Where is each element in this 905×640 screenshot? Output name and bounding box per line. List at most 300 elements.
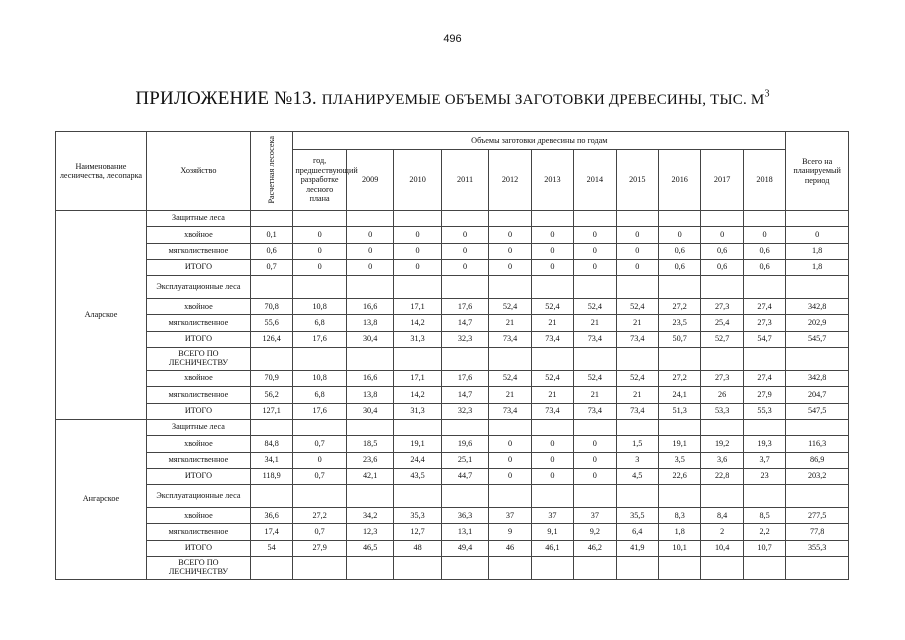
value-cell: 1,8 bbox=[786, 259, 849, 275]
value-cell: 0 bbox=[574, 468, 616, 484]
value-cell bbox=[658, 419, 700, 435]
value-cell: 0 bbox=[394, 227, 441, 243]
value-cell: 2 bbox=[701, 524, 743, 540]
value-cell bbox=[701, 485, 743, 508]
value-cell: 0 bbox=[531, 452, 573, 468]
value-cell bbox=[786, 211, 849, 227]
header-year: 2013 bbox=[531, 150, 573, 211]
value-cell: 0,6 bbox=[658, 259, 700, 275]
value-cell: 70,9 bbox=[250, 371, 292, 387]
row-label: мягколиственное bbox=[146, 315, 250, 331]
value-cell bbox=[786, 557, 849, 580]
value-cell bbox=[658, 211, 700, 227]
value-cell bbox=[394, 419, 441, 435]
value-cell: 6,4 bbox=[616, 524, 658, 540]
value-cell: 27,3 bbox=[701, 299, 743, 315]
value-cell: 0 bbox=[786, 227, 849, 243]
value-cell bbox=[701, 348, 743, 371]
table-row bbox=[56, 540, 849, 556]
value-cell: 0 bbox=[489, 227, 531, 243]
value-cell: 24,4 bbox=[394, 452, 441, 468]
value-cell bbox=[489, 419, 531, 435]
row-label: хвойное bbox=[146, 371, 250, 387]
value-cell: 4,5 bbox=[616, 468, 658, 484]
value-cell bbox=[574, 276, 616, 299]
value-cell: 34,2 bbox=[346, 508, 393, 524]
value-cell bbox=[574, 348, 616, 371]
value-cell bbox=[743, 348, 785, 371]
value-cell: 27,3 bbox=[701, 371, 743, 387]
value-cell: 204,7 bbox=[786, 387, 849, 403]
value-cell bbox=[658, 557, 700, 580]
value-cell bbox=[441, 485, 488, 508]
value-cell: 13,8 bbox=[346, 315, 393, 331]
value-cell: 24,1 bbox=[658, 387, 700, 403]
value-cell: 36,6 bbox=[250, 508, 292, 524]
value-cell bbox=[441, 211, 488, 227]
value-cell: 46,1 bbox=[531, 540, 573, 556]
table-row bbox=[56, 299, 849, 315]
value-cell bbox=[743, 557, 785, 580]
value-cell: 3,5 bbox=[658, 452, 700, 468]
row-label: ИТОГО bbox=[146, 403, 250, 419]
value-cell: 8,5 bbox=[743, 508, 785, 524]
value-cell bbox=[616, 276, 658, 299]
value-cell: 19,1 bbox=[394, 436, 441, 452]
value-cell: 37 bbox=[574, 508, 616, 524]
value-cell: 355,3 bbox=[786, 540, 849, 556]
value-cell: 0 bbox=[574, 243, 616, 259]
value-cell: 32,3 bbox=[441, 331, 488, 347]
value-cell: 19,1 bbox=[658, 436, 700, 452]
row-label: мягколиственное bbox=[146, 387, 250, 403]
value-cell: 547,5 bbox=[786, 403, 849, 419]
value-cell bbox=[574, 485, 616, 508]
value-cell: 46,2 bbox=[574, 540, 616, 556]
value-cell: 73,4 bbox=[531, 331, 573, 347]
value-cell bbox=[346, 211, 393, 227]
header-cutting-area-text: Расчетная лесосека bbox=[266, 136, 276, 204]
value-cell: 0,6 bbox=[658, 243, 700, 259]
value-cell: 12,7 bbox=[394, 524, 441, 540]
value-cell: 0 bbox=[441, 259, 488, 275]
value-cell: 0 bbox=[394, 259, 441, 275]
value-cell bbox=[250, 485, 292, 508]
value-cell: 37 bbox=[489, 508, 531, 524]
value-cell: 0 bbox=[531, 436, 573, 452]
value-cell: 0,7 bbox=[293, 468, 347, 484]
value-cell bbox=[786, 419, 849, 435]
value-cell: 21 bbox=[574, 315, 616, 331]
value-cell: 77,8 bbox=[786, 524, 849, 540]
value-cell: 73,4 bbox=[531, 403, 573, 419]
row-label: мягколиственное bbox=[146, 243, 250, 259]
value-cell: 0 bbox=[489, 468, 531, 484]
value-cell: 3,6 bbox=[701, 452, 743, 468]
header-total: Всего на планируемый период bbox=[786, 132, 849, 211]
value-cell bbox=[293, 419, 347, 435]
value-cell: 17,4 bbox=[250, 524, 292, 540]
value-cell: 52,4 bbox=[489, 299, 531, 315]
value-cell bbox=[658, 348, 700, 371]
table-row bbox=[56, 557, 849, 580]
value-cell bbox=[658, 485, 700, 508]
table-row bbox=[56, 485, 849, 508]
value-cell: 8,3 bbox=[658, 508, 700, 524]
value-cell: 48 bbox=[394, 540, 441, 556]
value-cell: 17,1 bbox=[394, 299, 441, 315]
value-cell: 10,4 bbox=[701, 540, 743, 556]
value-cell: 34,1 bbox=[250, 452, 292, 468]
value-cell: 0 bbox=[531, 227, 573, 243]
value-cell: 0 bbox=[293, 243, 347, 259]
header-year: 2014 bbox=[574, 150, 616, 211]
value-cell: 21 bbox=[531, 315, 573, 331]
value-cell bbox=[293, 485, 347, 508]
value-cell: 30,4 bbox=[346, 403, 393, 419]
row-label: ИТОГО bbox=[146, 468, 250, 484]
table-row bbox=[56, 508, 849, 524]
value-cell: 25,4 bbox=[701, 315, 743, 331]
value-cell: 52,4 bbox=[574, 371, 616, 387]
value-cell bbox=[531, 557, 573, 580]
value-cell: 342,8 bbox=[786, 371, 849, 387]
row-label: Защитные леса bbox=[146, 211, 250, 227]
value-cell: 54 bbox=[250, 540, 292, 556]
row-label: Защитные леса bbox=[146, 419, 250, 435]
table-row bbox=[56, 331, 849, 347]
value-cell: 0 bbox=[574, 259, 616, 275]
value-cell: 203,2 bbox=[786, 468, 849, 484]
value-cell: 0,6 bbox=[743, 259, 785, 275]
value-cell: 277,5 bbox=[786, 508, 849, 524]
header-year: 2011 bbox=[441, 150, 488, 211]
value-cell: 70,8 bbox=[250, 299, 292, 315]
table-row bbox=[56, 276, 849, 299]
value-cell: 21 bbox=[489, 315, 531, 331]
value-cell: 0 bbox=[489, 452, 531, 468]
value-cell bbox=[394, 348, 441, 371]
value-cell: 35,5 bbox=[616, 508, 658, 524]
value-cell: 17,6 bbox=[441, 371, 488, 387]
value-cell: 49,4 bbox=[441, 540, 488, 556]
value-cell: 0 bbox=[489, 436, 531, 452]
row-label: хвойное bbox=[146, 508, 250, 524]
value-cell: 73,4 bbox=[574, 403, 616, 419]
value-cell: 25,1 bbox=[441, 452, 488, 468]
value-cell: 86,9 bbox=[786, 452, 849, 468]
value-cell: 342,8 bbox=[786, 299, 849, 315]
title-lead: ПРИЛОЖЕНИЕ №13. bbox=[135, 88, 317, 109]
value-cell: 0 bbox=[489, 259, 531, 275]
value-cell: 27,4 bbox=[743, 371, 785, 387]
value-cell: 0 bbox=[743, 227, 785, 243]
value-cell: 0 bbox=[574, 452, 616, 468]
value-cell: 0,6 bbox=[250, 243, 292, 259]
table-row bbox=[56, 419, 849, 435]
value-cell bbox=[250, 419, 292, 435]
value-cell: 52,4 bbox=[616, 299, 658, 315]
value-cell: 17,6 bbox=[441, 299, 488, 315]
value-cell bbox=[489, 276, 531, 299]
value-cell: 52,4 bbox=[574, 299, 616, 315]
value-cell: 0,7 bbox=[293, 524, 347, 540]
value-cell: 84,8 bbox=[250, 436, 292, 452]
row-label: хвойное bbox=[146, 299, 250, 315]
value-cell: 30,4 bbox=[346, 331, 393, 347]
value-cell: 23,5 bbox=[658, 315, 700, 331]
value-cell: 22,6 bbox=[658, 468, 700, 484]
table-row bbox=[56, 524, 849, 540]
value-cell bbox=[531, 419, 573, 435]
value-cell bbox=[441, 419, 488, 435]
value-cell: 27,2 bbox=[658, 299, 700, 315]
value-cell: 118,9 bbox=[250, 468, 292, 484]
page-number: 496 bbox=[443, 33, 462, 45]
value-cell: 27,2 bbox=[658, 371, 700, 387]
value-cell: 17,6 bbox=[293, 403, 347, 419]
value-cell: 73,4 bbox=[574, 331, 616, 347]
value-cell: 1,5 bbox=[616, 436, 658, 452]
value-cell: 3 bbox=[616, 452, 658, 468]
title-superscript: 3 bbox=[764, 88, 770, 100]
value-cell bbox=[743, 485, 785, 508]
value-cell: 52,7 bbox=[701, 331, 743, 347]
value-cell bbox=[786, 276, 849, 299]
header-year: 2009 bbox=[346, 150, 393, 211]
value-cell: 17,1 bbox=[394, 371, 441, 387]
value-cell: 43,5 bbox=[394, 468, 441, 484]
value-cell: 0,6 bbox=[701, 243, 743, 259]
value-cell: 50,7 bbox=[658, 331, 700, 347]
value-cell bbox=[293, 211, 347, 227]
value-cell: 21 bbox=[531, 387, 573, 403]
value-cell: 0,7 bbox=[250, 259, 292, 275]
value-cell: 42,1 bbox=[346, 468, 393, 484]
header-year: 2012 bbox=[489, 150, 531, 211]
forestry-name: Ангарское bbox=[56, 419, 147, 579]
value-cell bbox=[701, 557, 743, 580]
value-cell: 9,2 bbox=[574, 524, 616, 540]
header-year: 2010 bbox=[394, 150, 441, 211]
value-cell: 31,3 bbox=[394, 331, 441, 347]
value-cell: 73,4 bbox=[616, 403, 658, 419]
value-cell: 0 bbox=[701, 227, 743, 243]
value-cell: 73,4 bbox=[616, 331, 658, 347]
header-volumes-by-year: Объемы заготовки древесины по годам bbox=[293, 132, 786, 150]
value-cell bbox=[293, 276, 347, 299]
value-cell: 6,8 bbox=[293, 387, 347, 403]
row-label: хвойное bbox=[146, 436, 250, 452]
value-cell: 22,8 bbox=[701, 468, 743, 484]
value-cell bbox=[346, 485, 393, 508]
value-cell bbox=[743, 276, 785, 299]
value-cell: 36,3 bbox=[441, 508, 488, 524]
value-cell: 126,4 bbox=[250, 331, 292, 347]
value-cell: 0,7 bbox=[293, 436, 347, 452]
table-row bbox=[56, 403, 849, 419]
value-cell: 46 bbox=[489, 540, 531, 556]
value-cell: 37 bbox=[531, 508, 573, 524]
value-cell bbox=[531, 276, 573, 299]
value-cell: 19,2 bbox=[701, 436, 743, 452]
value-cell: 14,7 bbox=[441, 315, 488, 331]
value-cell bbox=[786, 348, 849, 371]
value-cell: 31,3 bbox=[394, 403, 441, 419]
row-label: хвойное bbox=[146, 227, 250, 243]
value-cell: 3,7 bbox=[743, 452, 785, 468]
value-cell bbox=[786, 485, 849, 508]
value-cell bbox=[616, 557, 658, 580]
value-cell: 27,9 bbox=[743, 387, 785, 403]
value-cell: 1,8 bbox=[786, 243, 849, 259]
header-cutting-area bbox=[250, 132, 292, 211]
value-cell: 21 bbox=[616, 387, 658, 403]
value-cell: 32,3 bbox=[441, 403, 488, 419]
value-cell: 0 bbox=[346, 227, 393, 243]
value-cell bbox=[346, 348, 393, 371]
value-cell bbox=[346, 419, 393, 435]
value-cell: 0 bbox=[616, 259, 658, 275]
value-cell: 54,7 bbox=[743, 331, 785, 347]
value-cell bbox=[701, 211, 743, 227]
value-cell bbox=[531, 485, 573, 508]
value-cell bbox=[489, 348, 531, 371]
value-cell: 8,4 bbox=[701, 508, 743, 524]
value-cell: 23,6 bbox=[346, 452, 393, 468]
value-cell: 0 bbox=[531, 468, 573, 484]
value-cell: 18,5 bbox=[346, 436, 393, 452]
value-cell: 51,3 bbox=[658, 403, 700, 419]
row-label: Эксплуатационные леса bbox=[146, 276, 250, 299]
value-cell bbox=[441, 276, 488, 299]
table-row bbox=[56, 227, 849, 243]
value-cell: 73,4 bbox=[489, 403, 531, 419]
value-cell: 16,6 bbox=[346, 371, 393, 387]
header-forestry: Наименование лесничества, лесопарка bbox=[56, 132, 147, 211]
value-cell bbox=[250, 211, 292, 227]
value-cell: 55,3 bbox=[743, 403, 785, 419]
value-cell: 10,7 bbox=[743, 540, 785, 556]
value-cell: 14,2 bbox=[394, 387, 441, 403]
row-label: Эксплуатационные леса bbox=[146, 485, 250, 508]
value-cell bbox=[531, 348, 573, 371]
page-title bbox=[0, 88, 905, 110]
value-cell bbox=[574, 211, 616, 227]
value-cell: 0 bbox=[293, 452, 347, 468]
row-label: ИТОГО bbox=[146, 540, 250, 556]
table-row bbox=[56, 371, 849, 387]
value-cell: 27,2 bbox=[293, 508, 347, 524]
header-farm: Хозяйство bbox=[146, 132, 250, 211]
value-cell: 0 bbox=[616, 227, 658, 243]
value-cell: 23 bbox=[743, 468, 785, 484]
value-cell bbox=[616, 485, 658, 508]
value-cell: 41,9 bbox=[616, 540, 658, 556]
value-cell: 0 bbox=[293, 227, 347, 243]
value-cell bbox=[701, 419, 743, 435]
row-label: мягколиственное bbox=[146, 524, 250, 540]
row-label: ИТОГО bbox=[146, 331, 250, 347]
value-cell: 16,6 bbox=[346, 299, 393, 315]
value-cell: 1,8 bbox=[658, 524, 700, 540]
header-year: 2017 bbox=[701, 150, 743, 211]
value-cell: 44,7 bbox=[441, 468, 488, 484]
value-cell bbox=[574, 557, 616, 580]
value-cell: 9 bbox=[489, 524, 531, 540]
value-cell: 14,2 bbox=[394, 315, 441, 331]
value-cell: 127,1 bbox=[250, 403, 292, 419]
value-cell: 12,3 bbox=[346, 524, 393, 540]
value-cell bbox=[441, 348, 488, 371]
table-row bbox=[56, 211, 849, 227]
value-cell: 13,8 bbox=[346, 387, 393, 403]
value-cell bbox=[531, 211, 573, 227]
value-cell bbox=[701, 276, 743, 299]
value-cell bbox=[658, 276, 700, 299]
value-cell: 0 bbox=[658, 227, 700, 243]
value-cell: 0 bbox=[346, 259, 393, 275]
value-cell bbox=[574, 419, 616, 435]
value-cell bbox=[346, 557, 393, 580]
table-row bbox=[56, 348, 849, 371]
row-label: ИТОГО bbox=[146, 259, 250, 275]
value-cell: 0,6 bbox=[701, 259, 743, 275]
header-prev-year: год, предшествующий разработке лесного плана bbox=[293, 150, 347, 211]
value-cell: 0 bbox=[441, 227, 488, 243]
value-cell: 35,3 bbox=[394, 508, 441, 524]
value-cell bbox=[743, 211, 785, 227]
value-cell: 56,2 bbox=[250, 387, 292, 403]
row-label: ВСЕГО ПО ЛЕСНИЧЕСТВУ bbox=[146, 348, 250, 371]
value-cell: 0 bbox=[574, 436, 616, 452]
value-cell bbox=[616, 419, 658, 435]
table-row bbox=[56, 259, 849, 275]
value-cell: 0,6 bbox=[743, 243, 785, 259]
value-cell: 9,1 bbox=[531, 524, 573, 540]
value-cell bbox=[489, 485, 531, 508]
value-cell: 27,3 bbox=[743, 315, 785, 331]
value-cell: 27,4 bbox=[743, 299, 785, 315]
value-cell: 55,6 bbox=[250, 315, 292, 331]
table-row bbox=[56, 315, 849, 331]
value-cell: 52,4 bbox=[489, 371, 531, 387]
value-cell bbox=[441, 557, 488, 580]
table-row bbox=[56, 452, 849, 468]
value-cell bbox=[250, 557, 292, 580]
value-cell: 26 bbox=[701, 387, 743, 403]
value-cell bbox=[394, 276, 441, 299]
value-cell: 0 bbox=[531, 243, 573, 259]
value-cell: 10,1 bbox=[658, 540, 700, 556]
value-cell: 10,8 bbox=[293, 299, 347, 315]
row-label: мягколиственное bbox=[146, 452, 250, 468]
value-cell bbox=[394, 211, 441, 227]
value-cell bbox=[250, 348, 292, 371]
table-row bbox=[56, 436, 849, 452]
value-cell: 0 bbox=[441, 243, 488, 259]
value-cell: 52,4 bbox=[616, 371, 658, 387]
header-year: 2015 bbox=[616, 150, 658, 211]
value-cell: 21 bbox=[574, 387, 616, 403]
value-cell bbox=[616, 348, 658, 371]
value-cell: 21 bbox=[616, 315, 658, 331]
value-cell: 6,8 bbox=[293, 315, 347, 331]
value-cell bbox=[293, 348, 347, 371]
value-cell: 14,7 bbox=[441, 387, 488, 403]
value-cell bbox=[616, 211, 658, 227]
value-cell: 17,6 bbox=[293, 331, 347, 347]
